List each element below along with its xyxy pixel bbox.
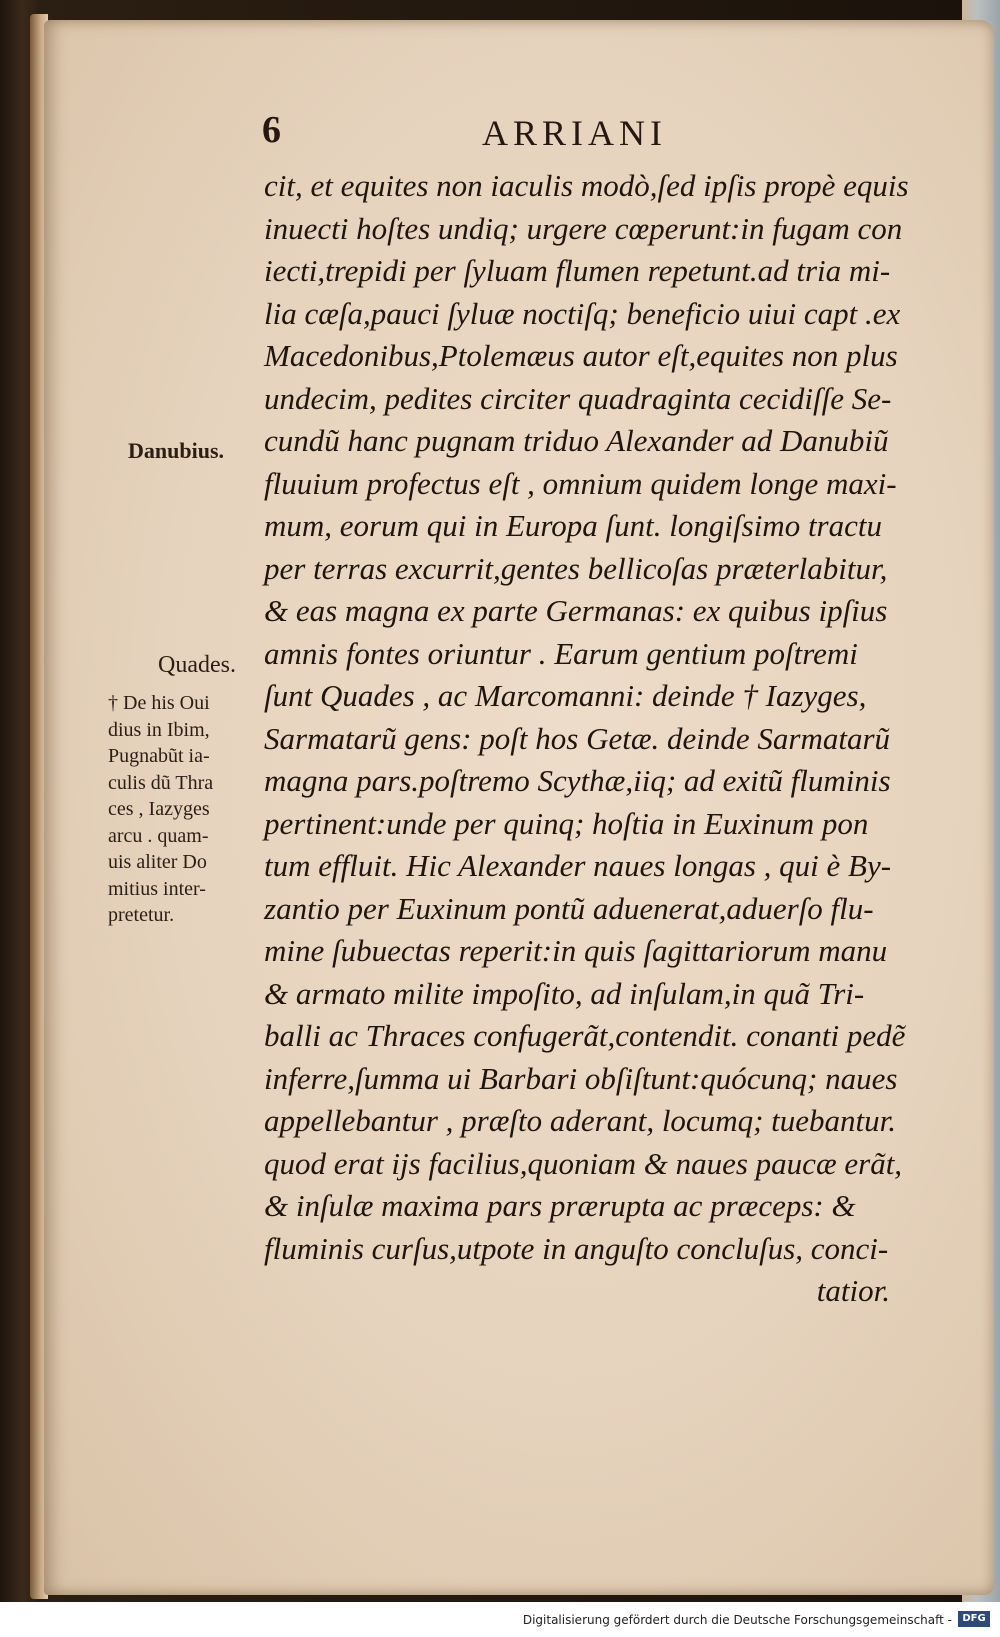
text-line: appellebantur , præſto aderant, locumq; tuebantur. bbox=[264, 1103, 897, 1138]
text-line: per terras excurrit,gentes bellicoſas prӕterlabitur, bbox=[264, 550, 888, 586]
running-title: ARRIANI bbox=[482, 113, 667, 153]
margin-note-ovid bbox=[108, 690, 258, 929]
text-line: ſunt Quades , ac Marcomanni: deinde † Iazyges, bbox=[264, 678, 867, 713]
margin-note-line: ces , Iazyges bbox=[108, 798, 210, 820]
text-line: quod erat ijs facilius,quoniam & naues paucæ erãt, bbox=[264, 1145, 903, 1181]
margin-note-danubius: Danubius. bbox=[128, 438, 225, 463]
page-number: 6 bbox=[262, 109, 281, 151]
text-line: & armato milite impoſito, ad inſulam,in quã Tri- bbox=[264, 975, 865, 1011]
text-line: undecim, pedites circiter quadraginta cecidiſſe Se- bbox=[264, 380, 892, 416]
text-line: mine ſubuectas reperit:in quis ſagittariorum manu bbox=[264, 933, 888, 968]
margin-note-line: uis aliter Do bbox=[108, 851, 207, 873]
text-line: amnis fontes oriuntur . Earum gentium poſtremi bbox=[264, 635, 858, 671]
main-text-block bbox=[264, 165, 914, 1313]
text-line: fluminis curſus,utpote in anguſto concluſus, conci- bbox=[264, 1230, 889, 1266]
margin-note-line: arcu . quam- bbox=[108, 824, 209, 847]
text-line: mum, eorum qui in Europa ſunt. longiſsimo tractu bbox=[264, 508, 882, 543]
margin-note-line: Pugnabũt ia- bbox=[108, 745, 210, 767]
text-line: inuecti hoſtes undiq; urgere cœperunt:in fugam con bbox=[264, 210, 903, 246]
text-line: inferre,ſumma ui Barbari obſiſtunt:quócunq; naues bbox=[264, 1060, 898, 1096]
text-line: balli ac Thraces confugerãt,contendit. conanti pedẽ bbox=[264, 1018, 906, 1053]
text-line: magna pars.poſtremo Scythæ,iiq; ad exitũ fluminis bbox=[264, 763, 891, 798]
text-line: zantio per Euxinum pontũ aduenerat,aduerſo flu- bbox=[264, 890, 874, 926]
text-line: Macedonibus,Ptolemæus autor eſt,equites non plus bbox=[264, 338, 898, 373]
text-line: fluuium profectus eſt , omnium quidem longe maxi- bbox=[264, 465, 897, 501]
text-line: cundũ hanc pugnam triduo Alexander ad Danubiũ bbox=[264, 423, 889, 458]
page-header bbox=[262, 108, 702, 158]
dfg-logo-icon: DFG bbox=[958, 1611, 990, 1627]
margin-note-line: pretetur. bbox=[108, 904, 175, 926]
margin-note-line: dius in Ibim, bbox=[108, 718, 210, 741]
text-line: tum effluit. Hic Alexander naues longas , qui è By- bbox=[264, 848, 892, 883]
text-line: Sarmatarũ gens: poſt hos Getæ. deinde Sarmatarũ bbox=[264, 720, 891, 756]
funding-credit: Digitalisierung gefördert durch die Deutsche Forschungsgemeinschaft - bbox=[522, 1613, 952, 1627]
catchword: tatior. bbox=[816, 1273, 890, 1308]
text-line: cit, et equites non iaculis modò,ſed ipſis propè equis bbox=[264, 168, 909, 203]
text-line: & eas magna ex parte Germanas: ex quibus ipſius bbox=[264, 593, 888, 628]
digitization-footer bbox=[0, 1602, 1000, 1637]
text-line: pertinent:unde per quinq; hoſtia in Euxinum pon bbox=[264, 805, 869, 841]
margin-note-line: mitius inter- bbox=[108, 877, 206, 900]
margin-note-quades: Quades. bbox=[158, 652, 236, 678]
text-line: lia cæſa,pauci ſyluæ noctiſq; beneficio uiui capt .ex bbox=[264, 295, 901, 331]
text-line: iecti,trepidi per ſyluam flumen repetunt.ad tria mi- bbox=[264, 253, 891, 288]
margin-note-line: culis dũ Thra bbox=[108, 771, 214, 794]
margin-note-line: † De his Oui bbox=[108, 692, 210, 714]
text-line: & inſulæ maxima pars prærupta ac præceps: & bbox=[264, 1188, 856, 1223]
